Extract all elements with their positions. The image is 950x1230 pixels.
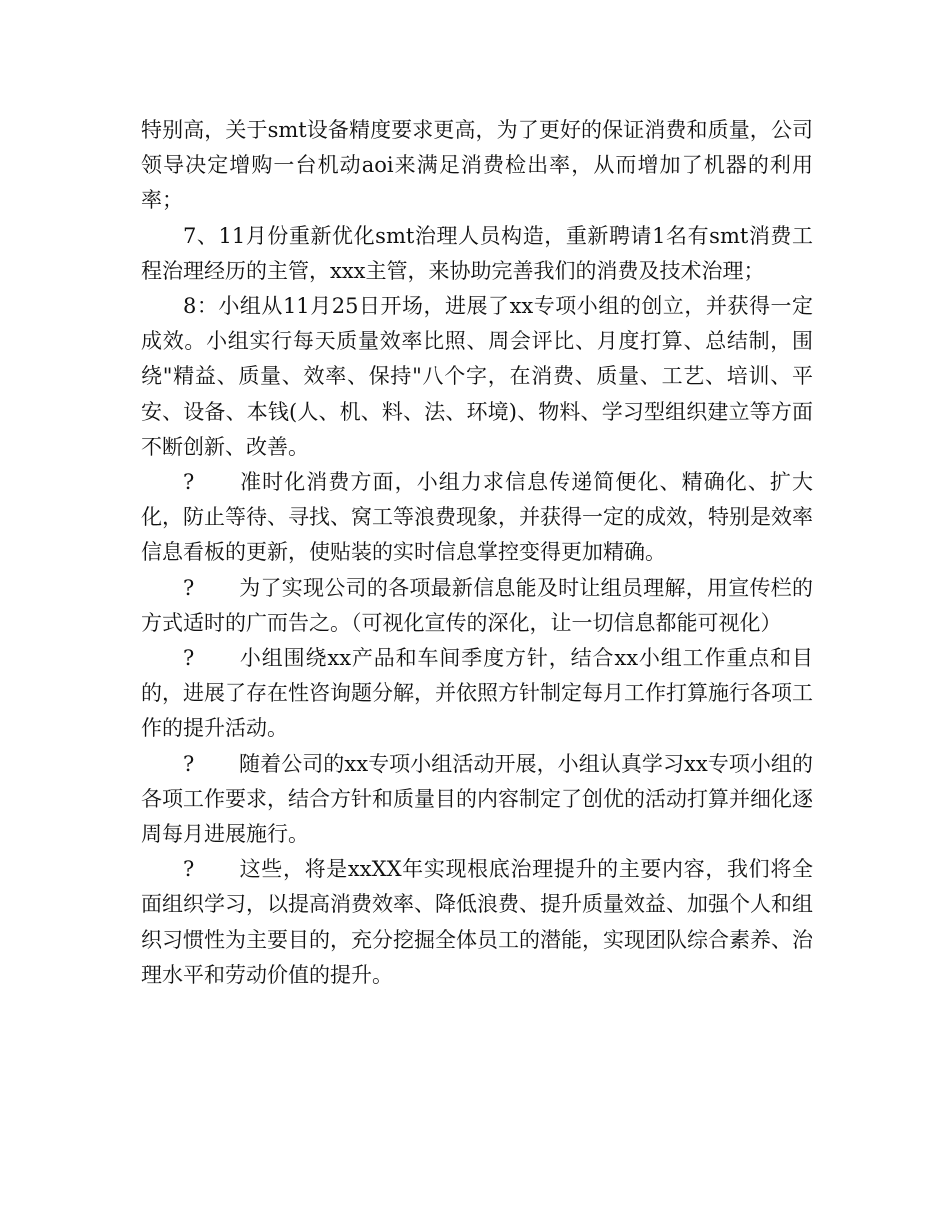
bullet-text: 随着公司的xx专项小组活动开展，小组认真学习xx专项小组的各项工作要求，结合方针和质量目的内容制定了创优的活动打算并细化逐周每月进展施行。 (141, 751, 813, 847)
paragraph-item-8: 8：小组从11月25日开场，进展了xx专项小组的创立，并获得一定成效。小组实行每天质量效率比照、周会评比、月度打算、总结制，围绕"精益、质量、效率、保持"八个字，在消费、质量、工艺、培训、平安、设备、本钱(人、机、料、法、环境)、物料、学习型组织建立等方面不断创新、改善。 (141, 294, 813, 459)
bullet-marker: ? (183, 751, 195, 776)
bullet-paragraph (141, 641, 813, 747)
bullet-text: 准时化消费方面，小组力求信息传递简便化、精确化、扩大化，防止等待、寻找、窝工等浪费现象，并获得一定的成效，特别是效率信息看板的更新，使贴装的实时信息掌控变得更加精确。 (141, 470, 813, 565)
bullet-paragraph (141, 571, 813, 641)
bullet-paragraph (141, 747, 813, 853)
bullet-paragraph (141, 465, 813, 571)
bullet-marker: ? (183, 646, 195, 671)
bullet-marker: ? (183, 857, 195, 882)
bullet-text: 这些，将是xxXX年实现根底治理提升的主要内容，我们将全面组织学习，以提高消费效率、降低浪费、提升质量效益、加强个人和组织习惯性为主要目的，充分挖掘全体员工的潜能，实现团队综合素养、治理水平和劳动价值的提升。 (141, 857, 813, 987)
bullet-text: 为了实现公司的各项最新信息能及时让组员理解，用宣传栏的方式适时的广而告之。（可视化宣传的深化，让一切信息都能可视化） (141, 575, 813, 635)
bullet-marker: ? (183, 575, 195, 600)
paragraph-continuation: 特别高，关于smt设备精度要求更高，为了更好的保证消费和质量，公司领导决定增购一台机动aoi来满足消费检出率，从而增加了机器的利用率； (141, 118, 813, 213)
bullet-paragraph (141, 852, 813, 993)
paragraph-item-7: 7、11月份重新优化smt治理人员构造，重新聘请1名有smt消费工程治理经历的主管，xxx主管，来协助完善我们的消费及技术治理； (141, 223, 813, 283)
bullet-marker: ? (183, 470, 195, 495)
bullet-text: 小组围绕xx产品和车间季度方针，结合xx小组工作重点和目的，进展了存在性咨询题分解，并依照方针制定每月工作打算施行各项工作的提升活动。 (141, 646, 813, 741)
document-body (141, 113, 813, 993)
